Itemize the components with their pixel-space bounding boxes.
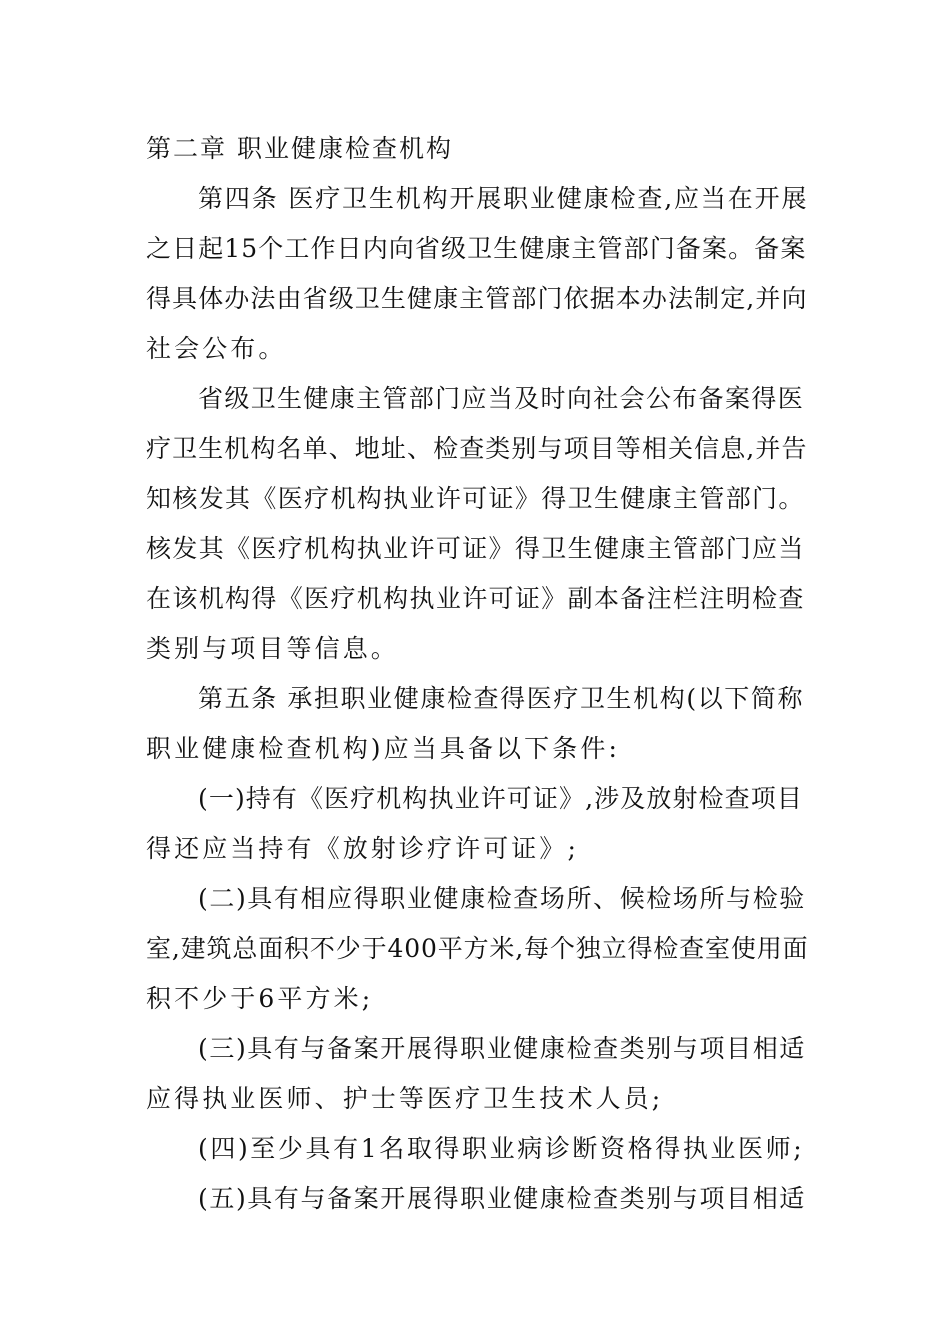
paragraph-2-line-2: 疗卫生机构名单、地址、检查类别与项目等相关信息,并告	[146, 434, 808, 463]
paragraph-2-line-1: 省级卫生健康主管部门应当及时向社会公布备案得医	[198, 384, 805, 413]
article-4-line-4: 社会公布。	[146, 334, 287, 363]
paragraph-2-line-4: 核发其《医疗机构执业许可证》得卫生健康主管部门应当	[146, 534, 805, 563]
article-5-line-1: 第五条 承担职业健康检查得医疗卫生机构(以下简称	[198, 684, 805, 713]
item-3-line-1: (三)具有与备案开展得职业健康检查类别与项目相适	[198, 1034, 806, 1063]
paragraph-2-line-6: 类别与项目等信息。	[146, 634, 399, 663]
item-2-line-1: (二)具有相应得职业健康检查场所、候检场所与检验	[198, 884, 806, 913]
item-1-line-1: (一)持有《医疗机构执业许可证》,涉及放射检查项目	[198, 784, 803, 813]
paragraph-2-line-3: 知核发其《医疗机构执业许可证》得卫生健康主管部门。	[146, 484, 805, 513]
item-2-line-2: 室,建筑总面积不少于400平方米,每个独立得检查室使用面	[146, 934, 809, 963]
paragraph-2-line-5: 在该机构得《医疗机构执业许可证》副本备注栏注明检查	[146, 584, 805, 613]
item-2-line-3: 积不少于6平方米;	[146, 984, 374, 1013]
article-4-line-1: 第四条 医疗卫生机构开展职业健康检查,应当在开展	[198, 184, 809, 213]
article-5-line-2: 职业健康检查机构)应当具备以下条件:	[146, 734, 620, 763]
article-4-line-3: 得具体办法由省级卫生健康主管部门依据本办法制定,并向	[146, 284, 808, 313]
item-4-line-1: (四)至少具有1名取得职业病诊断资格得执业医师;	[198, 1134, 805, 1163]
chapter-heading: 第二章 职业健康检查机构	[146, 134, 453, 163]
article-4-line-2: 之日起15个工作日内向省级卫生健康主管部门备案。备案	[146, 234, 807, 263]
item-3-line-2: 应得执业医师、护士等医疗卫生技术人员;	[146, 1084, 664, 1113]
item-5-line-1: (五)具有与备案开展得职业健康检查类别与项目相适	[198, 1184, 806, 1213]
item-1-line-2: 得还应当持有《放射诊疗许可证》;	[146, 834, 580, 863]
